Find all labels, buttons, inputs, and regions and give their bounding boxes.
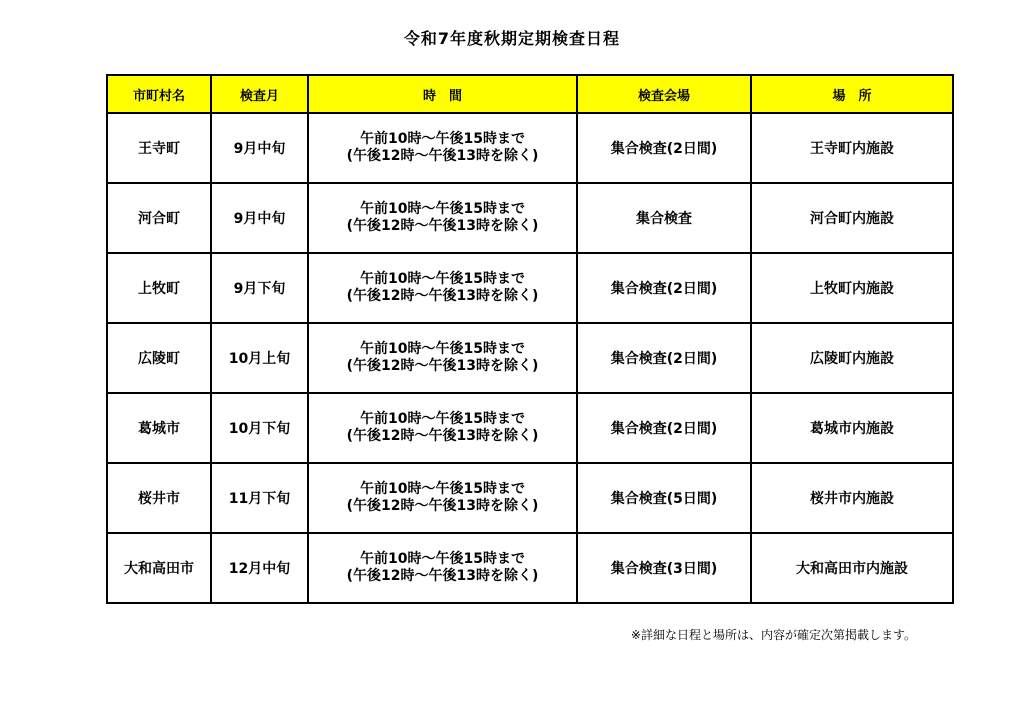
cell-venue: 集合検査(2日間) xyxy=(577,323,751,393)
table-row xyxy=(107,183,953,253)
cell-place: 王寺町内施設 xyxy=(751,113,953,183)
cell-venue: 集合検査(2日間) xyxy=(577,113,751,183)
footnote: ※詳細な日程と場所は、内容が確定次第掲載します。 xyxy=(630,628,916,642)
column-header-month: 検査月 xyxy=(211,75,308,113)
table-row xyxy=(107,253,953,323)
cell-month: 9月中旬 xyxy=(211,113,308,183)
time-exception: (午後12時～午後13時を除く) xyxy=(346,498,539,514)
cell-time xyxy=(308,323,577,393)
cell-month: 12月中旬 xyxy=(211,533,308,603)
time-exception: (午後12時～午後13時を除く) xyxy=(346,148,539,164)
time-exception: (午後12時～午後13時を除く) xyxy=(346,428,539,444)
time-exception: (午後12時～午後13時を除く) xyxy=(346,358,539,374)
cell-time xyxy=(308,253,577,323)
cell-time xyxy=(308,393,577,463)
time-main: 午前10時～午後15時まで xyxy=(360,411,525,427)
cell-municipality: 葛城市 xyxy=(107,393,211,463)
cell-place: 桜井市内施設 xyxy=(751,463,953,533)
column-header-venue: 検査会場 xyxy=(577,75,751,113)
time-exception: (午後12時～午後13時を除く) xyxy=(346,568,539,584)
cell-municipality: 河合町 xyxy=(107,183,211,253)
cell-month: 10月下旬 xyxy=(211,393,308,463)
table-row xyxy=(107,323,953,393)
cell-municipality: 大和高田市 xyxy=(107,533,211,603)
cell-time xyxy=(308,183,577,253)
cell-venue: 集合検査(5日間) xyxy=(577,463,751,533)
cell-venue: 集合検査(2日間) xyxy=(577,393,751,463)
cell-venue: 集合検査 xyxy=(577,183,751,253)
table-row xyxy=(107,393,953,463)
cell-place: 広陵町内施設 xyxy=(751,323,953,393)
cell-place: 河合町内施設 xyxy=(751,183,953,253)
table-row xyxy=(107,113,953,183)
time-main: 午前10時～午後15時まで xyxy=(360,481,525,497)
time-main: 午前10時～午後15時まで xyxy=(360,131,525,147)
cell-venue: 集合検査(2日間) xyxy=(577,253,751,323)
cell-municipality: 広陵町 xyxy=(107,323,211,393)
column-header-time: 時 間 xyxy=(308,75,577,113)
time-main: 午前10時～午後15時まで xyxy=(360,551,525,567)
column-header-place: 場 所 xyxy=(751,75,953,113)
cell-month: 10月上旬 xyxy=(211,323,308,393)
column-header-municipality: 市町村名 xyxy=(107,75,211,113)
cell-venue: 集合検査(3日間) xyxy=(577,533,751,603)
cell-time xyxy=(308,533,577,603)
cell-time xyxy=(308,463,577,533)
table-row xyxy=(107,533,953,603)
cell-month: 9月下旬 xyxy=(211,253,308,323)
page-title: 令和7年度秋期定期検査日程 xyxy=(403,29,621,48)
time-exception: (午後12時～午後13時を除く) xyxy=(346,218,539,234)
cell-month: 11月下旬 xyxy=(211,463,308,533)
cell-municipality: 桜井市 xyxy=(107,463,211,533)
cell-place: 葛城市内施設 xyxy=(751,393,953,463)
cell-municipality: 王寺町 xyxy=(107,113,211,183)
cell-month: 9月中旬 xyxy=(211,183,308,253)
cell-place: 大和高田市内施設 xyxy=(751,533,953,603)
cell-time xyxy=(308,113,577,183)
schedule-table xyxy=(106,74,954,604)
cell-place: 上牧町内施設 xyxy=(751,253,953,323)
time-main: 午前10時～午後15時まで xyxy=(360,271,525,287)
time-main: 午前10時～午後15時まで xyxy=(360,201,525,217)
table-row xyxy=(107,463,953,533)
time-main: 午前10時～午後15時まで xyxy=(360,341,525,357)
table-header-row xyxy=(107,75,953,113)
cell-municipality: 上牧町 xyxy=(107,253,211,323)
time-exception: (午後12時～午後13時を除く) xyxy=(346,288,539,304)
